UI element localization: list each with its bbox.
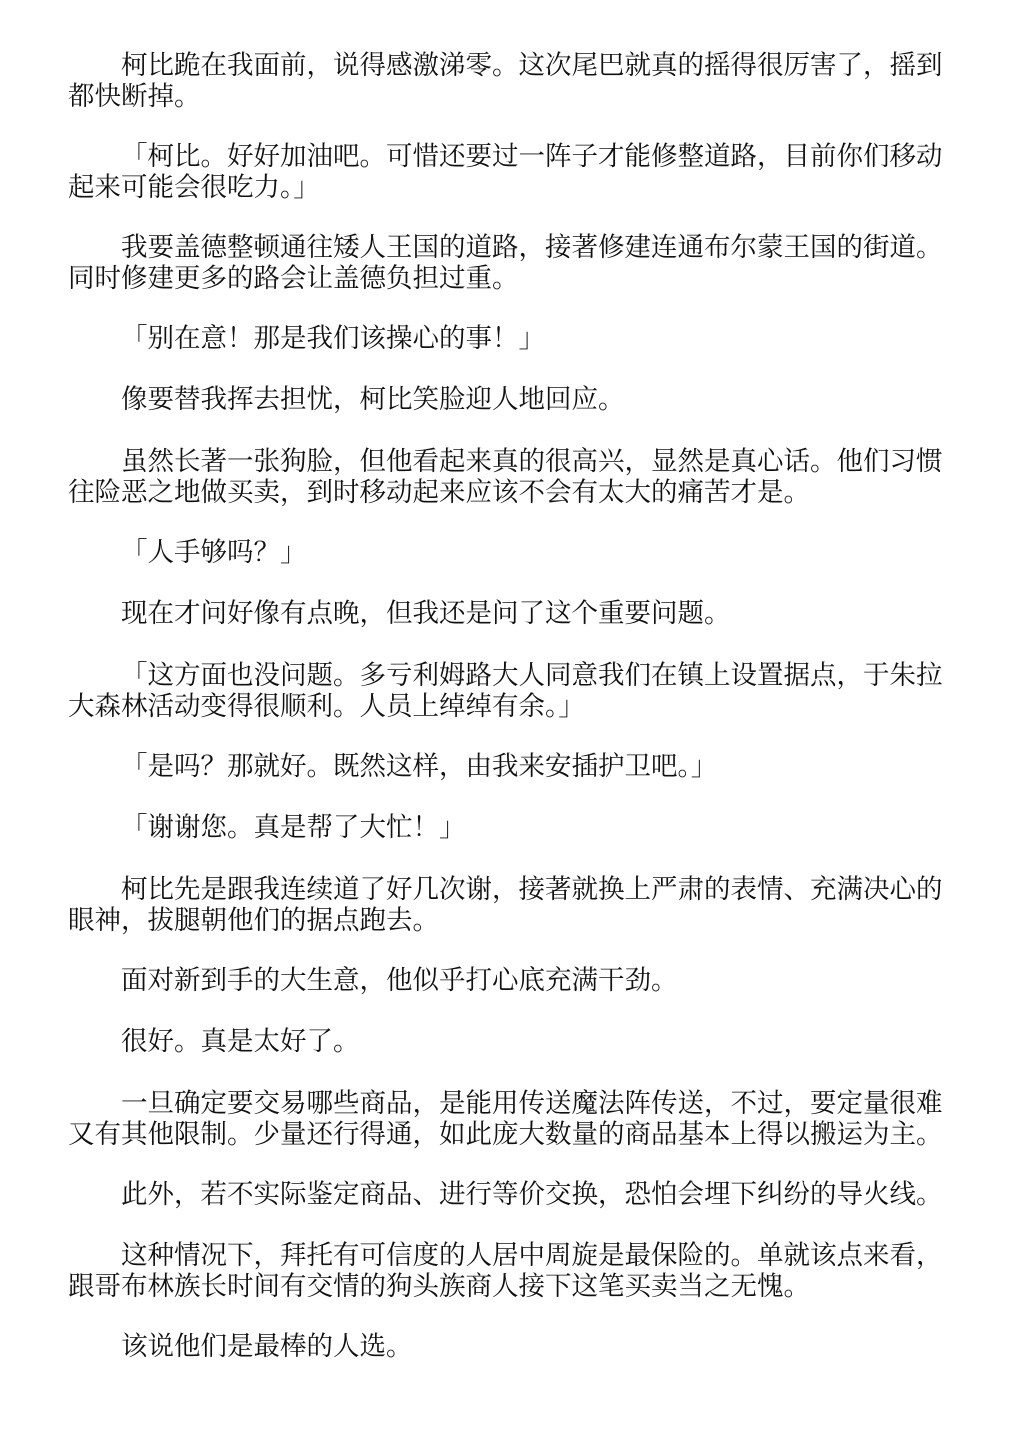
paragraph: 我要盖德整顿通往矮人王国的道路，接著修建连通布尔蒙王国的街道。同时修建更多的路会让盖德负担过重。 <box>68 232 943 294</box>
paragraph: 面对新到手的大生意，他似乎打心底充满干劲。 <box>121 965 678 996</box>
paragraph: 「别在意！那是我们该操心的事！」 <box>121 323 545 354</box>
paragraph: 「谢谢您。真是帮了大忙！」 <box>121 812 466 843</box>
paragraph: 一旦确定要交易哪些商品，是能用传送魔法阵传送，不过，要定量很难又有其他限制。少量还行得通，如此庞大数量的商品基本上得以搬运为主。 <box>68 1088 943 1150</box>
paragraph: 柯比跪在我面前，说得感激涕零。这次尾巴就真的摇得很厉害了，摇到都快断掉。 <box>68 50 943 112</box>
paragraph: 该说他们是最棒的人选。 <box>121 1331 413 1362</box>
paragraph: 这种情况下，拜托有可信度的人居中周旋是最保险的。单就该点来看，跟哥布林族长时间有交情的狗头族商人接下这笔买卖当之无愧。 <box>68 1240 943 1302</box>
paragraph: 虽然长著一张狗脸，但他看起来真的很高兴，显然是真心话。他们习惯往险恶之地做买卖，到时移动起来应该不会有太大的痛苦才是。 <box>68 446 943 508</box>
paragraph: 「柯比。好好加油吧。可惜还要过一阵子才能修整道路，目前你们移动起来可能会很吃力。」 <box>68 141 943 203</box>
paragraph: 「这方面也没问题。多亏利姆路大人同意我们在镇上设置据点，于朱拉大森林活动变得很顺利。人员上绰绰有余。」 <box>68 660 943 722</box>
paragraph: 很好。真是太好了。 <box>121 1026 360 1057</box>
paragraph: 「人手够吗？」 <box>121 537 307 568</box>
paragraph: 柯比先是跟我连续道了好几次谢，接著就换上严肃的表情、充满决心的眼神，拔腿朝他们的据点跑去。 <box>68 874 943 936</box>
paragraph: 「是吗？那就好。既然这样，由我来安插护卫吧。」 <box>121 751 718 782</box>
paragraph: 像要替我挥去担忧，柯比笑脸迎人地回应。 <box>121 384 625 415</box>
paragraph: 现在才问好像有点晚，但我还是问了这个重要问题。 <box>121 598 731 629</box>
paragraph: 此外，若不实际鉴定商品、进行等价交换，恐怕会埋下纠纷的导火线。 <box>121 1179 943 1210</box>
